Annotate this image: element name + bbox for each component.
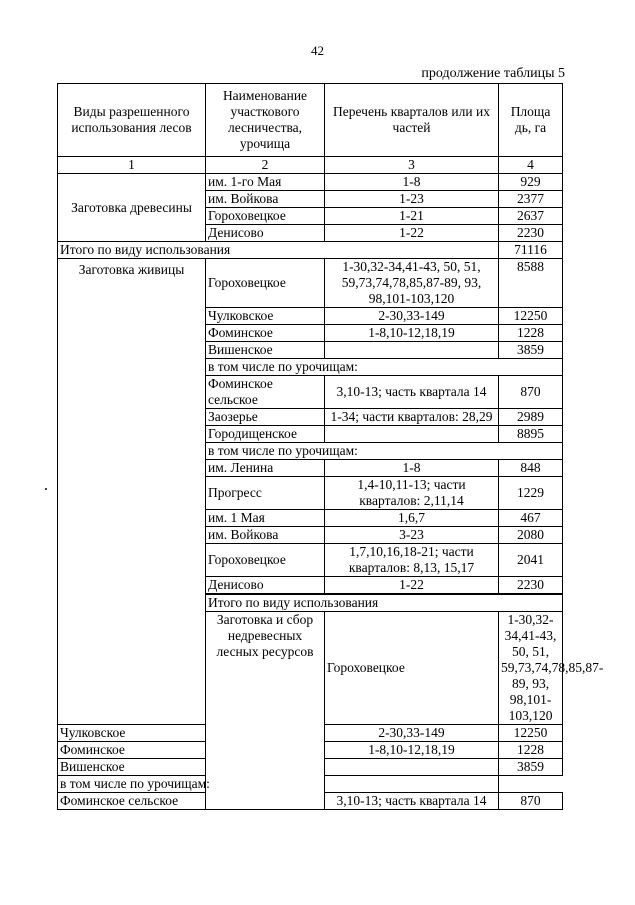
quarters: 1-30,32-34,41-43, 50, 51, 59,73,74,78,85,87-89, 93, 98,101-103,120 (325, 259, 499, 308)
column-number: 2 (206, 157, 325, 174)
forest-use-table (57, 83, 604, 810)
quarters (325, 426, 499, 443)
subgroup-label: в том числе по урочищам: (58, 776, 499, 793)
area: 1228 (499, 325, 563, 342)
quarters: 1,6,7 (325, 510, 499, 527)
use-kind-cell: Заготовка древесины (58, 174, 206, 242)
column-number: 4 (499, 157, 563, 174)
quarters: 1,7,10,16,18-21; части кварталов: 8,13, 15,17 (325, 544, 499, 577)
area: 2230 (499, 225, 563, 242)
column-number-row (58, 157, 563, 174)
header-quarters: Перечень кварталов или их частей (325, 84, 499, 157)
tract-name: Фоминское сельское (206, 376, 325, 409)
total-label: Итого по виду использования (206, 595, 563, 612)
area: 929 (499, 174, 563, 191)
header-forestry-name: Наименование участкового лесничества, урочища (206, 84, 325, 157)
header-use-kind: Виды разрешенного использования лесов (58, 84, 206, 157)
quarters: 1-34; части кварталов: 28,29 (325, 409, 499, 426)
area: 870 (499, 793, 563, 810)
tract-name: Заозерье (206, 409, 325, 426)
quarters: 1-22 (325, 577, 499, 594)
quarters (325, 342, 499, 359)
stray-mark (45, 488, 47, 490)
forestry-name: Чулковское (206, 308, 325, 325)
quarters: 3,10-13; часть квартала 14 (325, 376, 499, 409)
forestry-name: Гороховецкое (206, 259, 325, 308)
quarters: 1-21 (325, 208, 499, 225)
quarters: 2-30,33-149 (325, 308, 499, 325)
area: 1228 (499, 742, 563, 759)
area: 12250 (499, 308, 563, 325)
forestry-name: Вишенское (206, 342, 325, 359)
area: 3859 (499, 759, 563, 776)
quarters: 2-30,33-149 (325, 725, 499, 742)
quarters: 1-8 (325, 460, 499, 477)
use-kind-cell: Заготовка и сбор недревесных лесных ресурсов (206, 612, 325, 810)
area: 2989 (499, 409, 563, 426)
total-label: Итого по виду использования (58, 242, 499, 259)
quarters: 1-23 (325, 191, 499, 208)
quarters: 3,10-13; часть квартала 14 (325, 793, 499, 810)
header-area: Площа дь, га (499, 84, 563, 157)
total-value: 71116 (499, 242, 563, 259)
area: 8895 (499, 426, 563, 443)
subgroup-label-row (58, 776, 563, 793)
tract-name: Денисово (206, 577, 325, 594)
forestry-name: им. Войкова (206, 191, 325, 208)
forestry-name: им. 1-го Мая (206, 174, 325, 191)
total-row (58, 242, 563, 259)
subgroup-label: в том числе по урочищам: (206, 359, 563, 376)
area: 2637 (499, 208, 563, 225)
quarters: 1-8,10-12,18,19 (325, 742, 499, 759)
area: 2377 (499, 191, 563, 208)
tract-name: им. Ленина (206, 460, 325, 477)
forestry-name: Гороховецкое (206, 208, 325, 225)
forestry-name: Вишенское (58, 759, 206, 776)
area: 1229 (499, 477, 563, 510)
quarters (325, 759, 499, 776)
area: 2041 (499, 544, 563, 577)
area: 2230 (499, 577, 563, 594)
forestry-name: Фоминское (58, 742, 206, 759)
table-row (58, 174, 563, 191)
use-kind-cell: Заготовка живицы (58, 259, 206, 725)
forestry-name: Фоминское (206, 325, 325, 342)
area: 2080 (499, 527, 563, 544)
quarters: 1-30,32-34,41-43, 50, 51, 59,73,74,78,85,87-89, 93, 98,101-103,120 (499, 612, 563, 725)
tract-name: Прогресс (206, 477, 325, 510)
quarters: 1-22 (325, 225, 499, 242)
forestry-name: Гороховецкое (325, 612, 499, 725)
forestry-name: Чулковское (58, 725, 206, 742)
tract-name: им. Войкова (206, 527, 325, 544)
forestry-name: Городищенское (206, 426, 325, 443)
table-header-row (58, 84, 563, 157)
area: 467 (499, 510, 563, 527)
table-row (58, 259, 563, 308)
tract-name: им. 1 Мая (206, 510, 325, 527)
area: 870 (499, 376, 563, 409)
continuation-label: продолжение таблицы 5 (421, 66, 565, 81)
quarters: 3-23 (325, 527, 499, 544)
area: 12250 (499, 725, 563, 742)
quarters: 1-8 (325, 174, 499, 191)
area: 3859 (499, 342, 563, 359)
quarters: 1,4-10,11-13; части кварталов: 2,11,14 (325, 477, 499, 510)
tract-name: Фоминское сельское (58, 793, 206, 810)
area: 8588 (499, 259, 563, 308)
column-number: 1 (58, 157, 206, 174)
tract-name: Гороховецкое (206, 544, 325, 577)
forestry-name: Денисово (206, 225, 325, 242)
quarters: 1-8,10-12,18,19 (325, 325, 499, 342)
page-number: 42 (311, 43, 324, 58)
subgroup-label: в том числе по урочищам: (206, 443, 563, 460)
area: 848 (499, 460, 563, 477)
column-number: 3 (325, 157, 499, 174)
